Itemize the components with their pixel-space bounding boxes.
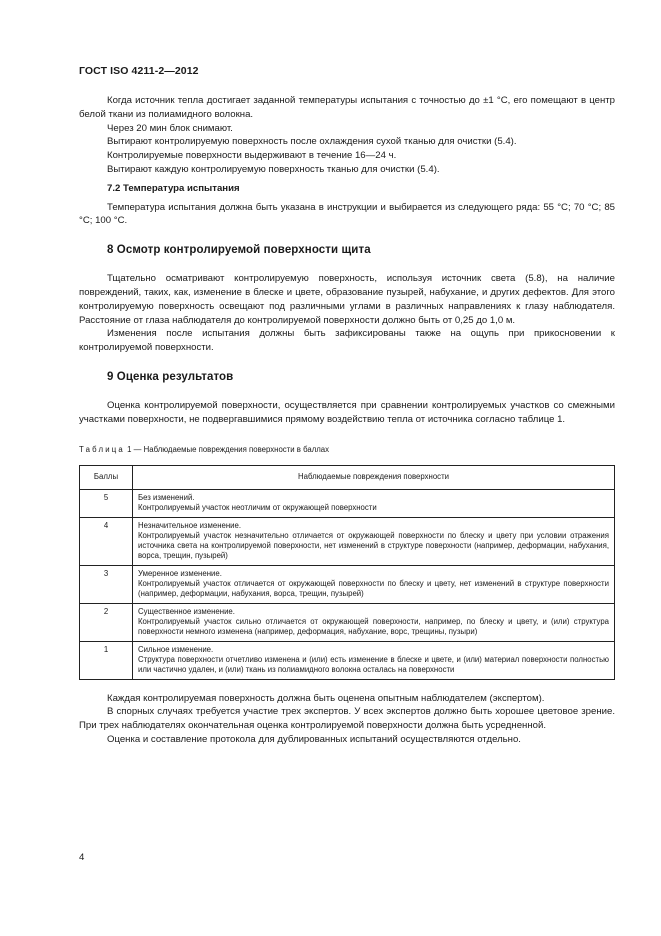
closing-text: [79, 692, 615, 747]
paragraph: Когда источник тепла достигает заданной температуры испытания с точностью до ±1 °С, его помещают в центр белой ткани из полиамидного волокна.: [79, 95, 615, 120]
table-row: [80, 603, 615, 641]
column-header-score: Баллы: [80, 465, 133, 489]
document-code-header: ГОСТ ISO 4211-2—2012: [79, 65, 199, 77]
section-7-2-heading: 7.2 Температура испытания: [107, 182, 240, 194]
description-cell: [133, 641, 615, 679]
paragraph: Тщательно осматривают контролируемую поверхность, используя источник света (5.8), на наличие повреждений, таких, как, изменение в блеске и цвете, образование пузырей, набухание, и других дефектов. Для этого контролируемую поверхность освещают под различными углами в различных направлениях к глазу наблюдателя. Расстояние от глаза наблюдателя до контролируемой поверхности должно быть от 0,25 до 1,0 м.: [79, 273, 615, 326]
paragraph: В спорных случаях требуется участие трех экспертов. У всех экспертов должно быть хорошее цветовое зрение. При трех наблюдателях окончательная оценка контролируемой поверхности должна быть усредненной.: [79, 706, 615, 732]
paragraph: Вытирают контролируемую поверхность после охлаждения сухой тканью для очистки (5.4).: [107, 136, 517, 148]
table-row: [80, 489, 615, 517]
description-cell: [133, 517, 615, 565]
paragraph: Изменения после испытания должны быть зафиксированы также на ощупь при прикосновении к контролируемой поверхности.: [79, 328, 615, 354]
description-title: Сильное изменение.: [138, 644, 214, 654]
description-title: Существенное изменение.: [138, 606, 235, 616]
table-header-row: [80, 465, 615, 489]
description-text: Структура поверхности отчетливо изменена и (или) есть изменение в блеске и цвете, и (или) материал поверхности полностью или частично удален, и (или) ткань из полиамидного волокна осталась на поверхности: [138, 654, 609, 674]
table-row: [80, 517, 615, 565]
table-row: [80, 641, 615, 679]
document-body: [79, 94, 615, 747]
table-row: [80, 565, 615, 603]
paragraph: Оценка и составление протокола для дублированных испытаний осуществляются отдельно.: [107, 733, 521, 745]
section-8-heading: 8 Осмотр контролируемой поверхности щита: [107, 244, 371, 257]
damage-score-table: [79, 465, 615, 680]
paragraph: Вытирают каждую контролируемую поверхность тканью для очистки (5.4).: [107, 163, 440, 175]
description-title: Незначительное изменение.: [138, 520, 242, 530]
paragraph: Температура испытания должна быть указана в инструкции и выбирается из следующего ряда: 55 °С; 70 °С; 85 °С; 100 °С.: [79, 201, 615, 227]
description-text: Контролируемый участок сильно отличается от окружающей поверхности, например, по блеску и цвету, и (или) структура поверхности немного изменена (например, деформация, набухание, ворс, трещины, пузыри): [138, 616, 609, 636]
description-text: Контролируемый участок отличается от окружающей поверхности по блеску и цвету, нет изменений в структуре поверхности (например, деформации, набухания, ворса, трещин, пузырей): [138, 578, 609, 598]
description-title: Без изменений.: [138, 492, 195, 502]
column-header-damage: Наблюдаемые повреждения поверхности: [133, 465, 615, 489]
paragraph: Контролируемые поверхности выдерживают в течение 16—24 ч.: [107, 150, 397, 162]
score-cell: 2: [80, 603, 133, 641]
table-caption-text: 1 — Наблюдаемые повреждения поверхности в баллах: [124, 444, 330, 454]
table-caption: [79, 445, 615, 455]
paragraph: Через 20 мин блок снимают.: [107, 122, 233, 134]
description-text: Контролируемый участок незначительно отличается от окружающей поверхности по блеску и цвету при условии отражения источника света на контролируемой поверхности, нет изменений в структуре поверхности (например, деформации, набухания, ворса, трещин, пузырей): [138, 530, 609, 560]
score-cell: 3: [80, 565, 133, 603]
score-cell: 5: [80, 489, 133, 517]
description-cell: [133, 489, 615, 517]
paragraph: Оценка контролируемой поверхности, осуществляется при сравнении контролируемых участков со смежными участками поверхности, не подвергавшимися прямому воздействию тепла от источника согласно таблице 1.: [79, 399, 615, 425]
description-cell: [133, 565, 615, 603]
paragraph: Каждая контролируемая поверхность должна быть оценена опытным наблюдателем (экспертом).: [107, 692, 545, 704]
description-text: Контролируемый участок неотличим от окружающей поверхности: [138, 502, 377, 512]
description-title: Умеренное изменение.: [138, 568, 222, 578]
section-9-heading: 9 Оценка результатов: [107, 370, 234, 383]
description-cell: [133, 603, 615, 641]
score-cell: 1: [80, 641, 133, 679]
table-caption-label: Таблица: [79, 444, 125, 454]
score-cell: 4: [80, 517, 133, 565]
page-number: 4: [79, 852, 85, 863]
